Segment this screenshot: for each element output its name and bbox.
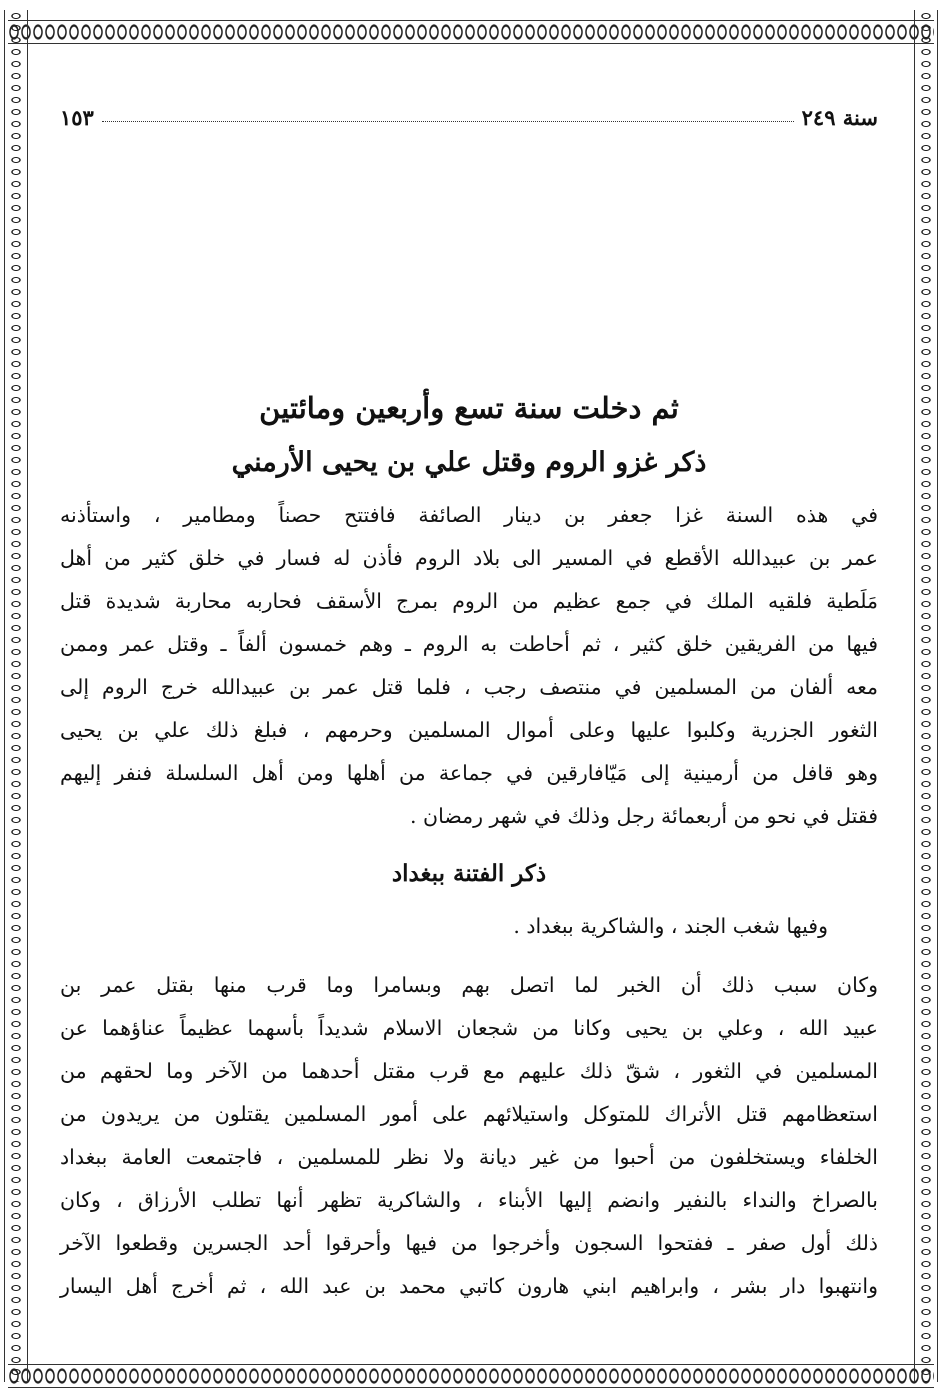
chapter-title: ثم دخلت سنة تسع وأربعين ومائتين: [259, 391, 679, 425]
ornamental-border-left: [4, 10, 28, 1382]
text-line: مَلَطية فلقيه الملك في جمع عظيم من الروم بمرج الأسقف فحاربه محاربة شديدة قتل: [60, 589, 878, 613]
text-line: وكان سبب ذلك أن الخبر لما اتصل بهم وبسامرا وما قرب منها بقتل عمر بن: [60, 973, 878, 997]
text-line: المسلمين في الثغور ، شقّ ذلك عليهم مع قرب مقتل أحدهما من الآخر وما لحقهم من: [60, 1059, 878, 1083]
year-label: سنة ٢٤٩: [801, 105, 878, 130]
text-line: معه ألفان من المسلمين في منتصف رجب ، فلما قتل عمر بن عبيدالله خرج الروم إلى: [60, 675, 878, 699]
text-line: بالصراخ والنداء بالنفير وانضم إليها الأبناء ، والشاكرية تظهر أنها تطلب الأرزاق ، وكان: [60, 1188, 878, 1212]
text-line: في هذه السنة غزا جعفر بن دينار الصائفة فافتتح حصناً ومطامير ، واستأذنه: [60, 503, 878, 527]
text-line: عمر بن عبيدالله الأقطع في المسير الى بلاد الروم فأذن له فسار في خلق كثير من أهل: [60, 546, 878, 570]
ornamental-border-right: [914, 10, 938, 1382]
header-dotted-leader: [102, 121, 794, 122]
text-line: الثغور الجزرية وكلبوا عليها وعلى أموال المسلمين وحرمهم ، فبلغ ذلك علي بن يحيى: [60, 718, 878, 742]
section-2-intro: [60, 905, 828, 948]
text-line: استعظامهم قتل الأتراك للمتوكل واستيلائهم على أمور المسلمين يقتلون من يريدون من: [60, 1102, 878, 1126]
section-heading-2: ذكر الفتنة ببغداد: [391, 860, 547, 887]
text-line: عبيد الله ، وعلي بن يحيى وكانا من شجعان الاسلام شديداً بأسهما عظيماً عناؤهما عن: [60, 1016, 878, 1040]
text-line: وانتهبوا دار بشر ، وابراهيم ابني هارون كاتبي محمد بن عبد الله ، ثم أخرج أهل اليسار: [60, 1274, 878, 1298]
section-1-paragraph: [60, 494, 878, 838]
text-line: فيها من الفريقين خلق كثير ، ثم أحاطت به الروم ـ وهم خمسون ألفاً ـ وقتل عمر وممن: [60, 632, 878, 656]
text-line: الخلفاء ويستخلفون من أحبوا من غير ديانة ولا نظر للمسلمين ، فاجتمعت العامة ببغداد: [60, 1145, 878, 1169]
running-header: [60, 100, 878, 130]
text-line: فقتل في نحو من أربعمائة رجل وذلك في شهر رمضان .: [410, 804, 878, 828]
section-heading-1: ذكر غزو الروم وقتل علي بن يحيى الأرمني: [231, 447, 707, 478]
page-number: ١٥٣: [60, 105, 94, 130]
text-line: ذلك أول صفر ـ ففتحوا السجون وأخرجوا من فيها وأحرقوا أحد الجسرين وقطعوا الآخر: [60, 1231, 878, 1255]
book-page: [60, 0, 878, 1392]
text-line: وفيها شغب الجند ، والشاكرية ببغداد .: [513, 914, 828, 938]
section-2-paragraph: [60, 964, 878, 1308]
text-line: وهو قافل من أرمينية إلى مَيّافارقين في جماعة من أهلها ومن أهل السلسلة فنفر إليهم: [60, 761, 878, 785]
